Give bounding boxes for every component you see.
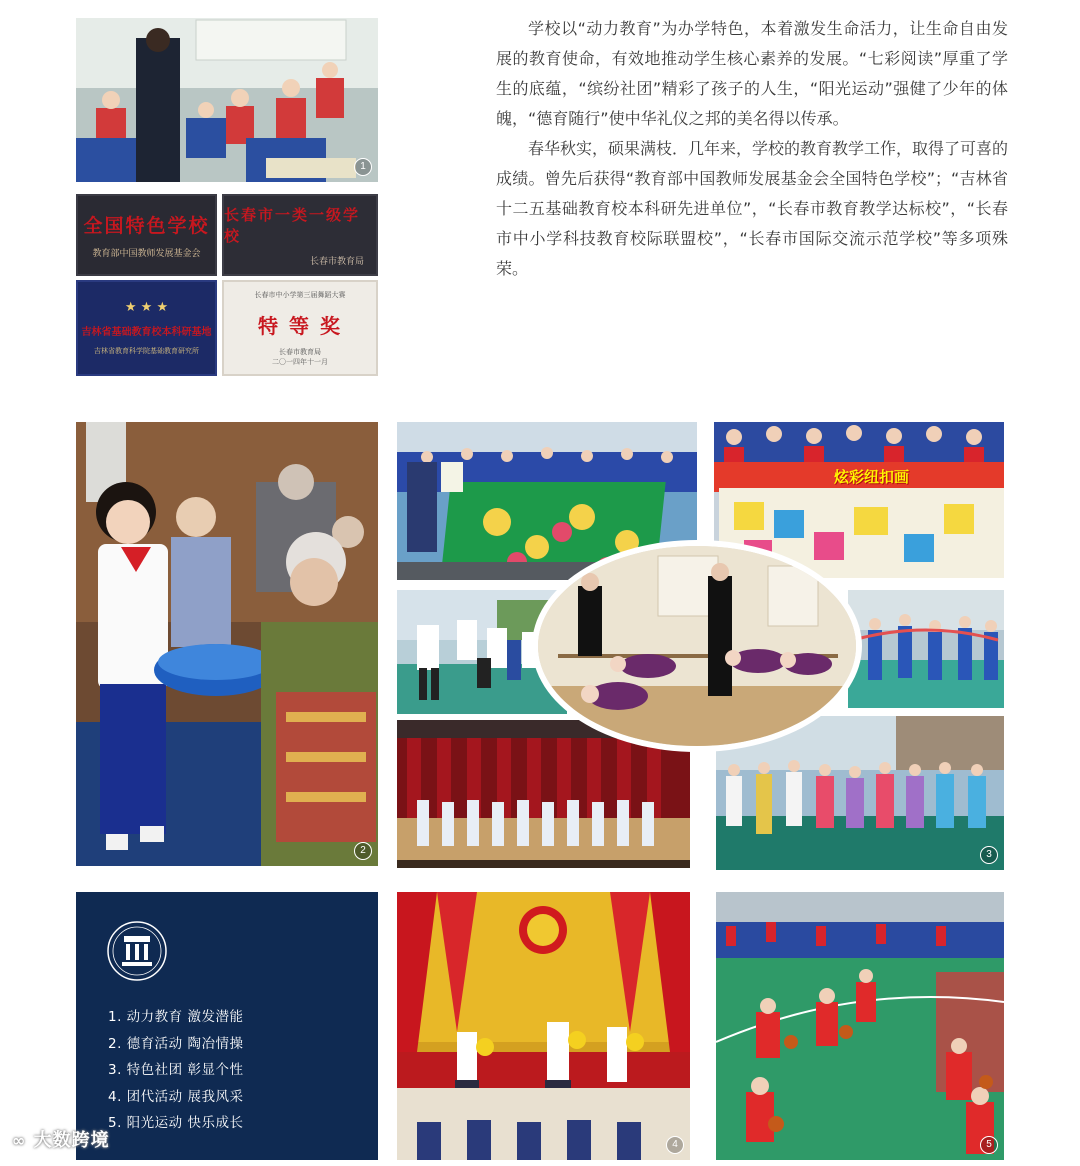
award-plaque-city-school xyxy=(222,194,378,276)
award-title: 吉林省基础教育校本科研基地 xyxy=(81,327,212,338)
award-issuer: 长春市教育局 xyxy=(279,347,321,356)
motto-item: 5. 阳光运动 快乐成长 xyxy=(108,1115,244,1132)
award-certificate-dance xyxy=(222,280,378,376)
ballet-class-photo xyxy=(532,540,862,752)
photo-number-badge: 4 xyxy=(666,1136,684,1154)
intro-text xyxy=(496,14,1008,284)
intro-paragraph-2: 春华秋实，硕果满枝．几年来，学校的教育教学工作，取得了可喜的成绩。曾先后获得“教育部中国教师发展基金会全国特色学校”；“吉林省十二五基础教育校本科研先进单位”，“长春市教育教学达标校”，“长春市中小学科技教育校际联盟校”，“长春市国际交流示范学校”等多项殊荣。 xyxy=(496,139,1009,278)
award-title: 长春市一类一级学校 xyxy=(224,205,361,245)
award-issuer: 长春市教育局 xyxy=(309,256,364,267)
watermark xyxy=(12,1126,110,1152)
award-title: 特 等 奖 xyxy=(258,313,342,338)
button-art-board-title: 炫彩纽扣画 xyxy=(834,468,910,486)
basketball-photo xyxy=(716,892,1004,1160)
photo-number-badge: 3 xyxy=(980,846,998,864)
motto-list xyxy=(108,1004,243,1137)
award-date: 二〇一四年十一月 xyxy=(272,357,328,366)
dance-group-photo xyxy=(848,590,1004,708)
award-title: 全国特色学校 xyxy=(83,215,210,237)
youth-league-ceremony-photo xyxy=(397,892,690,1160)
motto-item: 4. 团代活动 展我风采 xyxy=(108,1088,244,1105)
intro-paragraph-1: 学校以“动力教育”为办学特色，本着激发生命活力，让生命自由发展的教育使命，有效地推动学生核心素养的发展。“七彩阅读”厚重了学生的底蕴，“缤纷社团”精彩了孩子的人生，“阳光运动”强健了少年的体魄，“德育随行”使中华礼仪之邦的美名得以传承。 xyxy=(496,19,1008,128)
motto-item: 2. 德育活动 陶冶情操 xyxy=(108,1035,244,1052)
photo-number-badge: 2 xyxy=(354,842,372,860)
school-logo-icon xyxy=(106,920,168,982)
watermark-text: 大数跨境 xyxy=(33,1130,110,1151)
award-plaque-research-base xyxy=(76,280,217,376)
watermark-logo-icon: ∞ xyxy=(12,1131,27,1150)
award-issuer: 教育部中国教师发展基金会 xyxy=(92,249,201,259)
photo-number-badge: 1 xyxy=(354,158,372,176)
classroom-photo xyxy=(76,18,378,182)
award-issuer: 吉林省教育科学院基础教育研究所 xyxy=(94,347,199,355)
motto-item: 1. 动力教育 激发潜能 xyxy=(108,1009,244,1025)
volunteer-photo xyxy=(76,422,378,866)
photo-number-badge: 5 xyxy=(980,1136,998,1154)
school-motto-panel xyxy=(76,892,378,1160)
award-plaque-national-school xyxy=(76,194,217,276)
motto-item: 3. 特色社团 彰显个性 xyxy=(108,1062,244,1079)
certificate-header: 长春市中小学第三届舞蹈大赛 xyxy=(254,290,346,299)
star-icons: ★ ★ ★ xyxy=(124,300,169,315)
